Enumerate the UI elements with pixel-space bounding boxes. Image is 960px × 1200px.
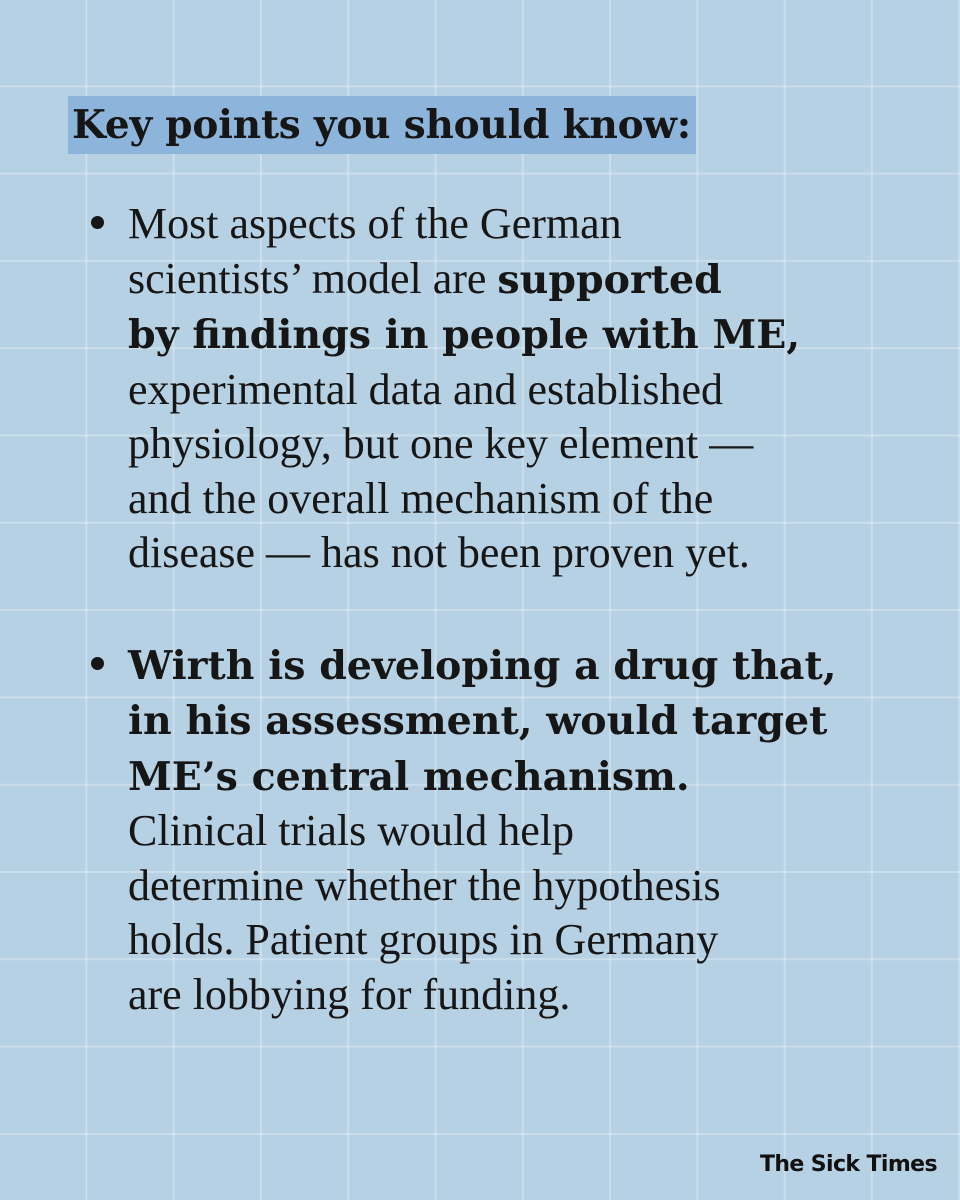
bullet-dot-icon (91, 216, 104, 229)
line-bold-text: ME’s central mechanism. (128, 753, 690, 800)
line-text: holds. Patient groups in Germany (128, 915, 719, 964)
line-text: and the overall mechanism of the (128, 473, 714, 523)
line-text: physiology, but one key element — (128, 419, 754, 468)
point-line (128, 307, 888, 363)
line-text: determine whether the hypothesis (128, 860, 721, 910)
point-line (128, 968, 888, 1023)
point-line (128, 417, 888, 472)
key-point-2 (88, 638, 888, 1023)
point-line (128, 363, 888, 418)
point-line (128, 749, 888, 805)
point-line (128, 693, 888, 749)
point-line (128, 913, 888, 968)
point-line (128, 638, 888, 694)
key-point-1 (88, 197, 888, 581)
point-line (128, 526, 888, 581)
point-line (128, 859, 888, 914)
line-text: experimental data and established (128, 364, 723, 414)
brand-logo-text: The Sick Times (759, 1152, 937, 1177)
line-bold-text: Wirth is developing a drug that, (128, 642, 837, 689)
point-line (128, 472, 888, 527)
line-text: disease — has not been proven yet. (128, 528, 750, 577)
line-text: are lobbying for funding. (128, 969, 571, 1019)
line-bold-text: supported (497, 256, 722, 303)
point-line (128, 804, 888, 859)
line-bold-text: by findings in people with ME, (128, 312, 801, 358)
bullet-dot-icon (91, 657, 104, 670)
point-line (128, 252, 888, 308)
line-bold-text: in his assessment, would target (128, 698, 828, 744)
key-points-list (88, 197, 888, 1022)
key-points-heading: Key points you should know: (68, 96, 696, 154)
line-text: scientists’ model are (128, 253, 498, 303)
line-text: Most aspects of the German (128, 199, 622, 248)
point-line (128, 197, 888, 252)
line-text: Clinical trials would help (128, 806, 575, 855)
